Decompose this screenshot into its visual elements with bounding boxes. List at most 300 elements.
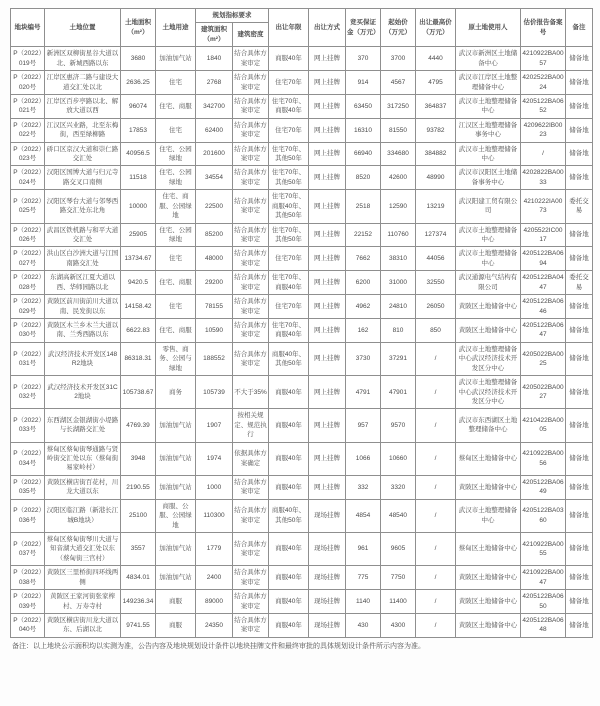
cell-remark: 储备地 <box>566 376 593 409</box>
cell-building-density: 结合具体方案审定 <box>233 71 269 95</box>
cell-original-user: 蔡甸区土地储备中心 <box>456 532 521 565</box>
table-row <box>11 247 593 271</box>
cell-remark: 储备地 <box>566 295 593 319</box>
cell-max-price: 850 <box>416 318 456 342</box>
cell-land-use: 住宅 <box>156 247 196 271</box>
cell-deposit: 66940 <box>346 142 381 166</box>
cell-plot-no: P（2022）036号 <box>11 499 45 532</box>
cell-building-area: 342700 <box>196 94 233 118</box>
cell-max-price: 32550 <box>416 271 456 295</box>
cell-plot-no: P（2022）022号 <box>11 118 45 142</box>
cell-start-price: 12590 <box>381 190 416 223</box>
cell-max-price: 26050 <box>416 295 456 319</box>
cell-max-price: 4795 <box>416 71 456 95</box>
cell-original-user: 黄陂区土地储备中心 <box>456 613 521 637</box>
cell-sale-method: 网上挂牌 <box>309 118 346 142</box>
cell-plot-no: P（2022）040号 <box>11 613 45 637</box>
cell-sale-method: 网上挂牌 <box>309 376 346 409</box>
cell-original-user: 武汉市土地整理储备中心 <box>456 499 521 532</box>
cell-original-user: 武汉阳建工贸有限公司 <box>456 190 521 223</box>
cell-report-no: 4205122BA0649 <box>521 475 566 499</box>
cell-location: 黄陂区王家河街张家榨村、万寿寺村 <box>45 590 121 614</box>
cell-building-density: 依据具体方案确定 <box>233 442 269 475</box>
cell-original-user: 武汉市土地整理储备中心 <box>456 223 521 247</box>
cell-land-area: 13734.67 <box>121 247 156 271</box>
table-row <box>11 166 593 190</box>
cell-plot-no: P（2022）028号 <box>11 271 45 295</box>
cell-start-price: 110760 <box>381 223 416 247</box>
cell-original-user: 武汉通源电气结构有限公司 <box>456 271 521 295</box>
cell-location: 洪山区白沙洲大道与江国南路交汇处 <box>45 247 121 271</box>
cell-deposit: 914 <box>346 71 381 95</box>
cell-building-density: 结合具体方案审定 <box>233 475 269 499</box>
cell-deposit: 4791 <box>346 376 381 409</box>
cell-sale-term: 商服40年 <box>269 532 309 565</box>
col-header-term: 出让年限 <box>269 9 309 47</box>
cell-max-price: 127374 <box>416 223 456 247</box>
cell-max-price: / <box>416 409 456 442</box>
cell-building-density: 结合具体方案审定 <box>233 499 269 532</box>
cell-start-price: 9570 <box>381 409 416 442</box>
table-row <box>11 532 593 565</box>
cell-land-use: 商服、公服、公园绿地 <box>156 499 196 532</box>
cell-building-area: 78155 <box>196 295 233 319</box>
cell-building-area: 24350 <box>196 613 233 637</box>
cell-location: 东湖高新区江夏大道以西、华师园路以北 <box>45 271 121 295</box>
cell-building-area: 29200 <box>196 271 233 295</box>
cell-report-no: 4205122BA0646 <box>521 295 566 319</box>
table-row <box>11 566 593 590</box>
col-header-use: 土地用途 <box>156 9 196 47</box>
cell-start-price: 4300 <box>381 613 416 637</box>
cell-land-area: 6622.83 <box>121 318 156 342</box>
cell-remark: 储备地 <box>566 94 593 118</box>
cell-sale-term: 商服40年 <box>269 442 309 475</box>
cell-plot-no: P（2022）037号 <box>11 532 45 565</box>
table-row <box>11 475 593 499</box>
cell-deposit: 6200 <box>346 271 381 295</box>
cell-land-area: 2190.55 <box>121 475 156 499</box>
cell-plot-no: P（2022）038号 <box>11 566 45 590</box>
cell-report-no: 4205122BA0694 <box>521 247 566 271</box>
cell-land-use: 零售、商务、公园与绿地 <box>156 342 196 375</box>
cell-land-area: 9741.55 <box>121 613 156 637</box>
cell-building-area: 105739 <box>196 376 233 409</box>
cell-building-area: 89000 <box>196 590 233 614</box>
cell-sale-method: 网上挂牌 <box>309 409 346 442</box>
cell-remark: 储备地 <box>566 118 593 142</box>
cell-building-area: 201600 <box>196 142 233 166</box>
cell-max-price: / <box>416 566 456 590</box>
cell-original-user: 蔡甸区土地储备中心 <box>456 442 521 475</box>
cell-building-density: 结合具体方案审定 <box>233 118 269 142</box>
cell-sale-method: 网上挂牌 <box>309 142 346 166</box>
cell-plot-no: P（2022）027号 <box>11 247 45 271</box>
cell-sale-term: 住宅70年 <box>269 295 309 319</box>
cell-building-density: 结合具体方案审定 <box>233 318 269 342</box>
cell-building-area: 2400 <box>196 566 233 590</box>
cell-land-area: 3557 <box>121 532 156 565</box>
table-row <box>11 613 593 637</box>
cell-deposit: 370 <box>346 47 381 71</box>
cell-remark: 储备地 <box>566 47 593 71</box>
cell-land-use: 商服 <box>156 613 196 637</box>
cell-land-area: 149236.34 <box>121 590 156 614</box>
cell-location: 江岸区百步亭路以北、解放大道以西 <box>45 94 121 118</box>
cell-land-use: 加油加气站 <box>156 442 196 475</box>
cell-deposit: 1066 <box>346 442 381 475</box>
cell-start-price: 810 <box>381 318 416 342</box>
cell-building-density: 结合具体方案审定 <box>233 142 269 166</box>
cell-building-density: 结合具体方案审定 <box>233 271 269 295</box>
cell-sale-term: 住宅70年、商服40年、其他50年 <box>269 190 309 223</box>
cell-building-density: 结合具体方案审定 <box>233 342 269 375</box>
cell-plot-no: P（2022）035号 <box>11 475 45 499</box>
cell-remark: 委托交易 <box>566 190 593 223</box>
table-row <box>11 442 593 475</box>
cell-remark: 储备地 <box>566 590 593 614</box>
cell-plot-no: P（2022）020号 <box>11 71 45 95</box>
table-row <box>11 142 593 166</box>
cell-remark: 储备地 <box>566 566 593 590</box>
cell-start-price: 4567 <box>381 71 416 95</box>
cell-remark: 储备地 <box>566 247 593 271</box>
cell-original-user: 黄陂区土地储备中心 <box>456 475 521 499</box>
cell-land-use: 住宅、商服 <box>156 271 196 295</box>
cell-max-price: / <box>416 442 456 475</box>
cell-sale-term: 住宅70年、商服40年 <box>269 318 309 342</box>
cell-land-area: 3680 <box>121 47 156 71</box>
cell-start-price: 334680 <box>381 142 416 166</box>
cell-start-price: 24810 <box>381 295 416 319</box>
col-header-original-user: 原土地使用人 <box>456 9 521 47</box>
table-row <box>11 318 593 342</box>
cell-original-user: 武汉市土地整理储备中心武汉经济技术开发区分中心 <box>456 342 521 375</box>
cell-plot-no: P（2022）031号 <box>11 342 45 375</box>
cell-building-area: 1000 <box>196 475 233 499</box>
cell-land-use: 加油加气站 <box>156 566 196 590</box>
cell-building-area: 1974 <box>196 442 233 475</box>
cell-deposit: 162 <box>346 318 381 342</box>
cell-plot-no: P（2022）033号 <box>11 409 45 442</box>
cell-original-user: 武汉市土地整理储备中心 <box>456 142 521 166</box>
cell-max-price: / <box>416 532 456 565</box>
cell-deposit: 7662 <box>346 247 381 271</box>
cell-building-density: 结合具体方案审定 <box>233 223 269 247</box>
table-row <box>11 295 593 319</box>
cell-building-area: 85200 <box>196 223 233 247</box>
footnote: 备注：以上地块公示面积均以实测为准，公告内容及地块规划设计条件以地块挂牌文件和最终审批的具体规划设计条件所示内容为准。 <box>12 642 425 650</box>
cell-location: 硚口区京汉大道和崇仁路交汇处 <box>45 142 121 166</box>
cell-land-area: 86318.31 <box>121 342 156 375</box>
cell-plot-no: P（2022）030号 <box>11 318 45 342</box>
cell-deposit: 332 <box>346 475 381 499</box>
cell-building-density: 结合具体方案审定 <box>233 566 269 590</box>
cell-plot-no: P（2022）032号 <box>11 376 45 409</box>
cell-building-area: 1779 <box>196 532 233 565</box>
cell-land-area: 25100 <box>121 499 156 532</box>
cell-building-area: 1907 <box>196 409 233 442</box>
col-header-deposit: 竞买保证金（万元） <box>346 9 381 47</box>
cell-land-use: 住宅、公园绿地 <box>156 223 196 247</box>
cell-building-density: 结合具体方案审定 <box>233 295 269 319</box>
cell-sale-term: 商服40年 <box>269 590 309 614</box>
cell-original-user: 武汉市土地整理储备中心 <box>456 94 521 118</box>
cell-max-price: 13219 <box>416 190 456 223</box>
cell-sale-method: 网上挂牌 <box>309 47 346 71</box>
cell-land-use: 住宅、商服、公园绿地 <box>156 190 196 223</box>
cell-land-use: 加油加气站 <box>156 409 196 442</box>
cell-max-price: 93782 <box>416 118 456 142</box>
cell-plot-no: P（2022）021号 <box>11 94 45 118</box>
cell-max-price: 384882 <box>416 142 456 166</box>
col-header-building-area: 建筑面积（m²） <box>196 23 233 47</box>
col-header-start-price: 起始价（万元） <box>381 9 416 47</box>
cell-sale-method: 现场挂牌 <box>309 613 346 637</box>
cell-plot-no: P（2022）026号 <box>11 223 45 247</box>
cell-land-area: 10000 <box>121 190 156 223</box>
cell-report-no: 4210922BA0057 <box>521 47 566 71</box>
cell-land-use: 加油加气站 <box>156 475 196 499</box>
cell-report-no: 4210922BA0056 <box>521 442 566 475</box>
cell-sale-term: 商服40年、其他50年 <box>269 499 309 532</box>
cell-start-price: 3700 <box>381 47 416 71</box>
cell-building-area: 22500 <box>196 190 233 223</box>
cell-max-price: / <box>416 376 456 409</box>
cell-max-price: 364837 <box>416 94 456 118</box>
cell-sale-method: 网上挂牌 <box>309 71 346 95</box>
cell-sale-term: 商服40年 <box>269 47 309 71</box>
cell-plot-no: P（2022）019号 <box>11 47 45 71</box>
cell-deposit: 1140 <box>346 590 381 614</box>
cell-building-density: 按相关规定、规范执行 <box>233 409 269 442</box>
cell-land-area: 40956.5 <box>121 142 156 166</box>
cell-building-density: 结合具体方案审定 <box>233 47 269 71</box>
cell-sale-method: 网上挂牌 <box>309 190 346 223</box>
cell-land-area: 4834.01 <box>121 566 156 590</box>
cell-land-area: 3948 <box>121 442 156 475</box>
cell-land-area: 105738.67 <box>121 376 156 409</box>
cell-location: 武汉经济技术开发区31C2地块 <box>45 376 121 409</box>
cell-start-price: 31000 <box>381 271 416 295</box>
cell-land-area: 11518 <box>121 166 156 190</box>
cell-land-use: 住宅 <box>156 71 196 95</box>
cell-report-no: 4205122BA0447 <box>521 271 566 295</box>
table-row <box>11 409 593 442</box>
cell-start-price: 47901 <box>381 376 416 409</box>
cell-deposit: 3730 <box>346 342 381 375</box>
cell-max-price: 4440 <box>416 47 456 71</box>
cell-sale-term: 商服40年 <box>269 376 309 409</box>
cell-sale-method: 现场挂牌 <box>309 499 346 532</box>
cell-deposit: 4962 <box>346 295 381 319</box>
cell-max-price: 48990 <box>416 166 456 190</box>
col-header-building-density: 建筑密度 <box>233 23 269 47</box>
cell-location: 武昌区铁机路与和平大道交汇处 <box>45 223 121 247</box>
cell-deposit: 430 <box>346 613 381 637</box>
cell-sale-term: 住宅70年、其他50年 <box>269 142 309 166</box>
cell-report-no: 4210922BA0055 <box>521 532 566 565</box>
cell-building-density: 结合具体方案审定 <box>233 166 269 190</box>
cell-deposit: 957 <box>346 409 381 442</box>
cell-building-density: 结合具体方案审定 <box>233 247 269 271</box>
cell-sale-method: 网上挂牌 <box>309 442 346 475</box>
cell-land-area: 9420.5 <box>121 271 156 295</box>
cell-sale-method: 网上挂牌 <box>309 475 346 499</box>
table-body <box>11 47 593 638</box>
table-row <box>11 223 593 247</box>
table-row <box>11 118 593 142</box>
cell-max-price: / <box>416 590 456 614</box>
cell-report-no: 4205122BA0648 <box>521 613 566 637</box>
cell-report-no: 4209622IB0023 <box>521 118 566 142</box>
cell-building-area: 1840 <box>196 47 233 71</box>
cell-location: 黄陂区横店街川龙大道以东、后湖以北 <box>45 613 121 637</box>
cell-building-area: 188552 <box>196 342 233 375</box>
cell-location: 黄陂区横店街百花村，川龙大道以东 <box>45 475 121 499</box>
cell-start-price: 317250 <box>381 94 416 118</box>
cell-land-area: 96074 <box>121 94 156 118</box>
cell-location: 汉阳区国博大道与归元寺路交叉口南侧 <box>45 166 121 190</box>
cell-location: 黄陂区前川街前川大道以南、民发街以东 <box>45 295 121 319</box>
cell-building-area: 10590 <box>196 318 233 342</box>
col-header-plot-no: 地块编号 <box>11 9 45 47</box>
cell-start-price: 9605 <box>381 532 416 565</box>
table-row <box>11 271 593 295</box>
table-row <box>11 499 593 532</box>
cell-sale-method: 网上挂牌 <box>309 318 346 342</box>
cell-report-no: 4202822BA0033 <box>521 166 566 190</box>
cell-report-no: 4202522BA0024 <box>521 71 566 95</box>
cell-deposit: 2518 <box>346 190 381 223</box>
cell-remark: 储备地 <box>566 409 593 442</box>
cell-land-area: 25905 <box>121 223 156 247</box>
cell-start-price: 11400 <box>381 590 416 614</box>
cell-remark: 储备地 <box>566 342 593 375</box>
cell-sale-term: 住宅70年、其他50年 <box>269 166 309 190</box>
cell-land-use: 加油加气站 <box>156 532 196 565</box>
cell-report-no: 4210422BA0005 <box>521 409 566 442</box>
cell-land-use: 住宅、公园绿地 <box>156 166 196 190</box>
cell-original-user: 武汉市江岸区土地整理储备中心 <box>456 71 521 95</box>
table-row <box>11 190 593 223</box>
cell-deposit: 16310 <box>346 118 381 142</box>
cell-report-no: 4205122BA0650 <box>521 590 566 614</box>
cell-original-user: 黄陂区土地储备中心 <box>456 318 521 342</box>
table-row <box>11 376 593 409</box>
cell-start-price: 38310 <box>381 247 416 271</box>
cell-sale-term: 商服40年 <box>269 566 309 590</box>
table-row <box>11 342 593 375</box>
cell-building-density: 结合具体方案审定 <box>233 613 269 637</box>
cell-original-user: 黄陂区土地储备中心 <box>456 590 521 614</box>
cell-location: 武汉经济技术开发区148R2地块 <box>45 342 121 375</box>
cell-remark: 储备地 <box>566 223 593 247</box>
cell-remark: 储备地 <box>566 166 593 190</box>
cell-sale-method: 现场挂牌 <box>309 590 346 614</box>
cell-report-no: 4205522IC0017 <box>521 223 566 247</box>
cell-max-price: / <box>416 613 456 637</box>
cell-location: 黄陂区三里桥街四环线两侧 <box>45 566 121 590</box>
cell-land-use: 住宅、商服 <box>156 94 196 118</box>
cell-sale-term: 商服40年 <box>269 409 309 442</box>
cell-building-density: 结合具体方案审定 <box>233 190 269 223</box>
cell-sale-term: 住宅70年、商服40年 <box>269 94 309 118</box>
col-header-area: 土地面积（m²） <box>121 9 156 47</box>
cell-remark: 储备地 <box>566 142 593 166</box>
cell-sale-method: 现场挂牌 <box>309 566 346 590</box>
cell-sale-term: 商服40年 <box>269 613 309 637</box>
cell-remark: 储备地 <box>566 318 593 342</box>
cell-original-user: 江汉区土地整理储备事务中心 <box>456 118 521 142</box>
cell-original-user: 武汉市土地整理储备中心武汉经济技术开发区分中心 <box>456 376 521 409</box>
cell-start-price: 81550 <box>381 118 416 142</box>
cell-remark: 储备地 <box>566 613 593 637</box>
cell-plot-no: P（2022）023号 <box>11 142 45 166</box>
table-row <box>11 590 593 614</box>
cell-location: 黄陂区木兰乡木兰大道以南、兰秀西路以东 <box>45 318 121 342</box>
cell-report-no: 4205122BA0647 <box>521 318 566 342</box>
cell-land-use: 住宅、公园绿地 <box>156 142 196 166</box>
cell-start-price: 3320 <box>381 475 416 499</box>
cell-sale-method: 网上挂牌 <box>309 342 346 375</box>
cell-deposit: 4854 <box>346 499 381 532</box>
cell-land-area: 4769.39 <box>121 409 156 442</box>
cell-land-use: 商务 <box>156 376 196 409</box>
cell-original-user: 武汉市汉阳区土地储备事务中心 <box>456 166 521 190</box>
cell-building-density: 不大于35% <box>233 376 269 409</box>
cell-sale-method: 网上挂牌 <box>309 94 346 118</box>
cell-building-area: 62400 <box>196 118 233 142</box>
cell-original-user: 武汉市东西湖区土地整理储备中心 <box>456 409 521 442</box>
cell-land-use: 商服 <box>156 590 196 614</box>
cell-original-user: 武汉市新洲区土地储备中心 <box>456 47 521 71</box>
cell-land-area: 17853 <box>121 118 156 142</box>
cell-land-area: 14158.42 <box>121 295 156 319</box>
cell-location: 蔡甸区蔡甸街琴川大道与知音湖大道交汇处以东（蔡甸街三官村） <box>45 532 121 565</box>
table-row <box>11 94 593 118</box>
cell-sale-method: 网上挂牌 <box>309 223 346 247</box>
cell-max-price: / <box>416 475 456 499</box>
cell-sale-term: 住宅70年 <box>269 71 309 95</box>
cell-remark: 储备地 <box>566 499 593 532</box>
col-header-max-price: 出让最高价（万元） <box>416 9 456 47</box>
cell-original-user: 武汉市土地整理储备中心 <box>456 247 521 271</box>
cell-building-density: 结合具体方案审定 <box>233 590 269 614</box>
cell-start-price: 7750 <box>381 566 416 590</box>
cell-plot-no: P（2022）025号 <box>11 190 45 223</box>
cell-sale-term: 住宅70年 <box>269 118 309 142</box>
cell-building-area: 34554 <box>196 166 233 190</box>
cell-land-area: 2636.25 <box>121 71 156 95</box>
cell-start-price: 48540 <box>381 499 416 532</box>
cell-sale-term: 住宅70年、商服40年 <box>269 271 309 295</box>
col-header-location: 土地位置 <box>45 9 121 47</box>
cell-deposit: 63450 <box>346 94 381 118</box>
cell-max-price: / <box>416 342 456 375</box>
table-row <box>11 47 593 71</box>
cell-deposit: 775 <box>346 566 381 590</box>
cell-sale-term: 住宅70年、其他50年 <box>269 223 309 247</box>
col-header-method: 出让方式 <box>309 9 346 47</box>
cell-remark: 委托交易 <box>566 271 593 295</box>
land-parcel-table <box>10 8 593 638</box>
cell-building-area: 110300 <box>196 499 233 532</box>
cell-start-price: 37291 <box>381 342 416 375</box>
cell-deposit: 961 <box>346 532 381 565</box>
cell-start-price: 42600 <box>381 166 416 190</box>
cell-sale-method: 网上挂牌 <box>309 271 346 295</box>
